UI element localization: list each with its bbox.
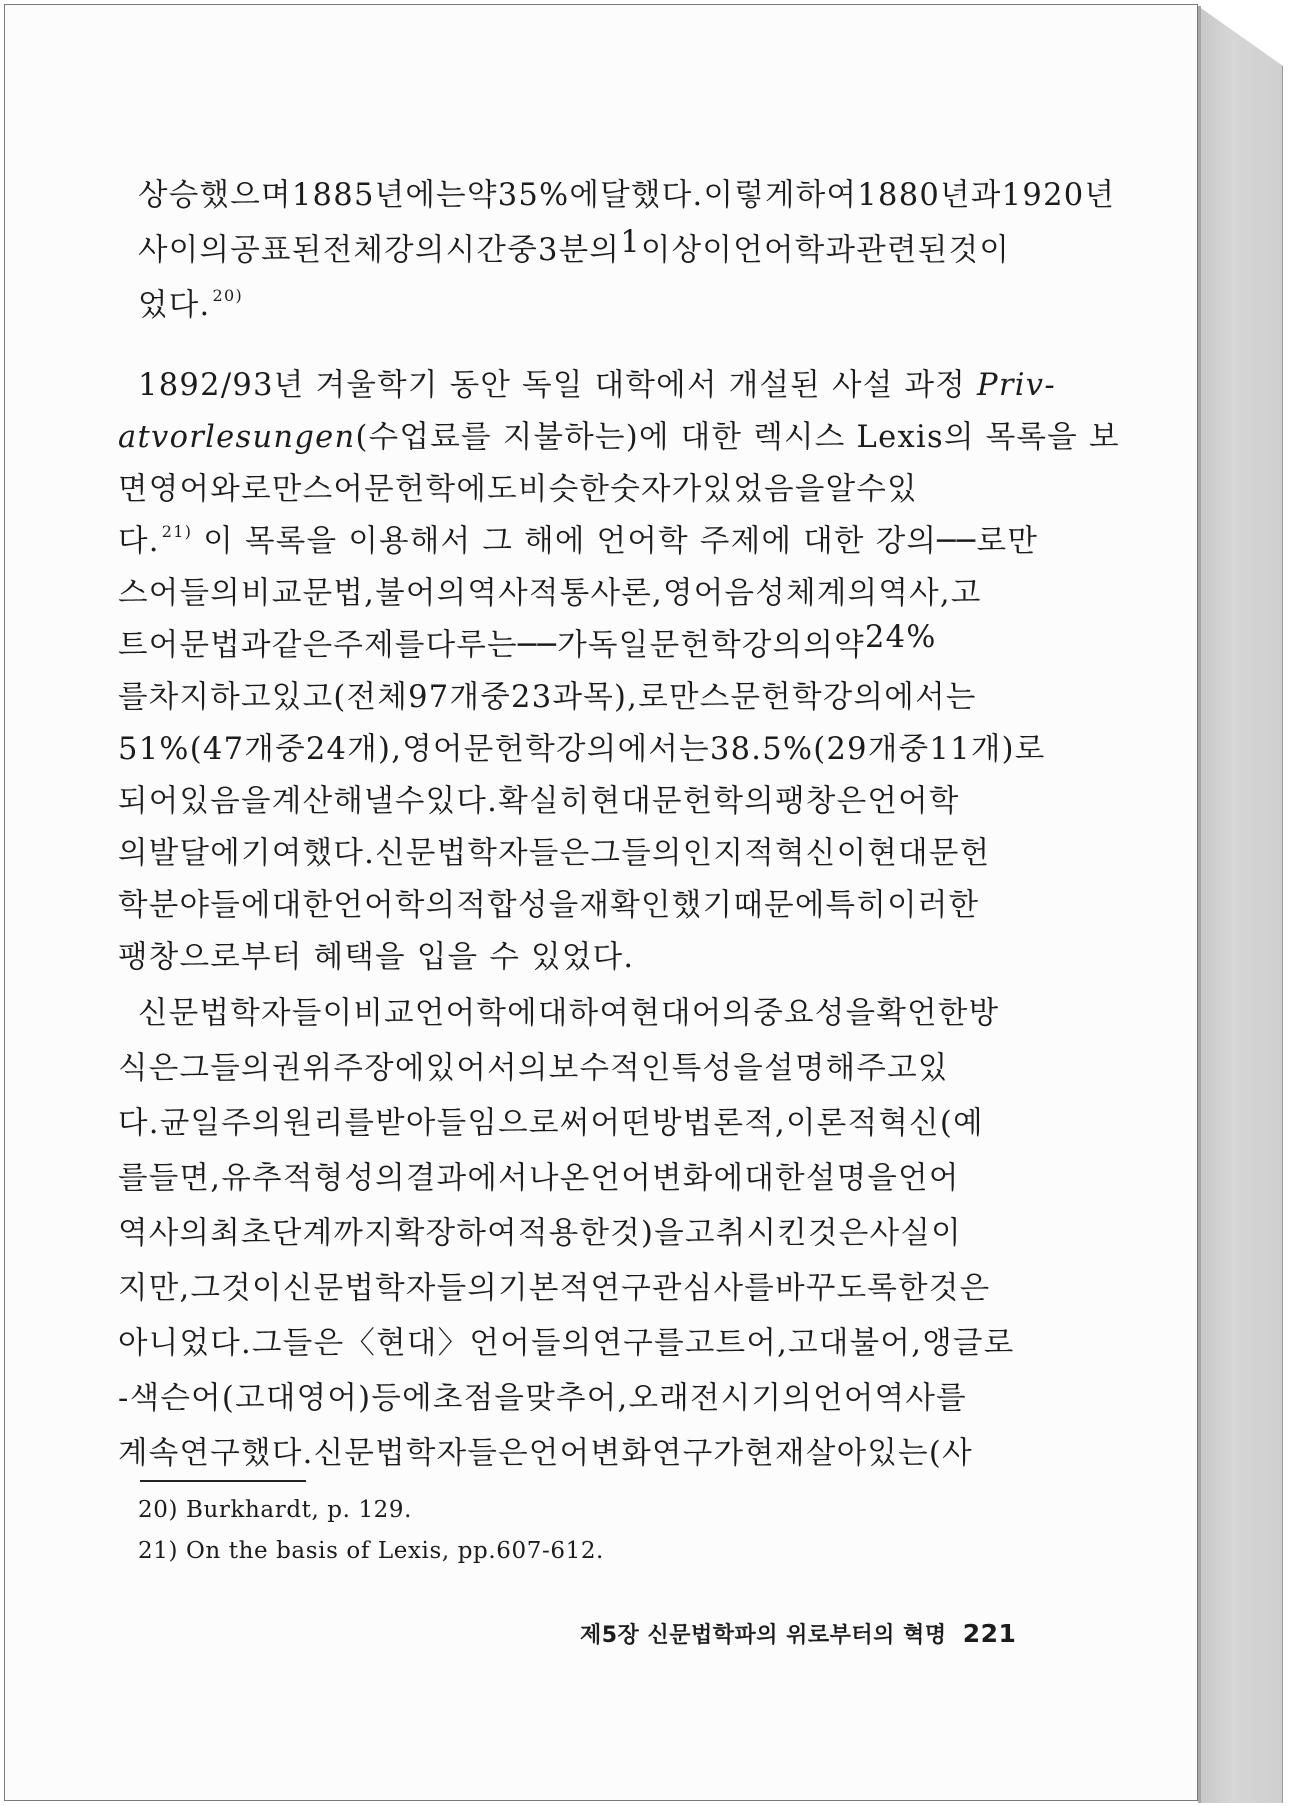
word: 24%: [864, 620, 937, 655]
word: 오래: [628, 1381, 691, 1416]
body-text: 었다.: [138, 288, 211, 323]
word: 어떤: [590, 1106, 652, 1141]
word: 역사의: [118, 1216, 211, 1251]
word: 언어: [590, 1161, 653, 1196]
word: 중: [507, 233, 538, 268]
word: 나온: [528, 1161, 591, 1196]
body-line: [118, 1153, 960, 1197]
word: 분야들에: [148, 888, 272, 923]
word: 면: [118, 472, 149, 507]
word: 초점을: [432, 1381, 526, 1416]
word: 전: [690, 1381, 721, 1416]
body-line: [118, 1428, 973, 1472]
word: 강의: [384, 233, 446, 268]
word: 현대문헌: [867, 836, 991, 871]
body-text: 1892/93년 겨울학기 동안 독일 대학에서 개설된 사설 과정: [138, 368, 967, 403]
word: 시간: [445, 233, 508, 268]
word: 를: [118, 680, 149, 715]
footnote-rule: [140, 1480, 306, 1482]
word: 독일: [588, 628, 650, 663]
word: 계속: [118, 1436, 180, 1471]
word: 있었음을: [702, 472, 826, 507]
word: 설명해: [764, 1051, 857, 1086]
body-text: (수업료를 지불하는)에 대한 렉시스 Lexis의 목록을 보: [355, 420, 1120, 455]
italic-term: Priv-: [977, 368, 1056, 403]
word: 사실이: [869, 1216, 962, 1251]
word: 24개),: [305, 732, 403, 767]
word: 체계의: [786, 576, 879, 611]
word: 아니었다.: [118, 1326, 253, 1361]
word: 주장에: [333, 1051, 426, 1086]
word: 영어: [663, 576, 725, 611]
body-line: [138, 280, 243, 324]
page-number: 221: [962, 1619, 1017, 1648]
page-edge-shadow: [1198, 6, 1201, 1803]
word: 앵글로: [922, 1326, 1015, 1361]
word: 대한: [271, 888, 334, 923]
word: 그것이: [190, 1271, 283, 1306]
word: 인지적: [682, 836, 776, 871]
word: 시기의: [720, 1381, 814, 1416]
word: 되어: [118, 784, 180, 819]
word: 살아: [805, 1436, 868, 1471]
word: 역사적: [467, 576, 560, 611]
word: 최초: [210, 1216, 272, 1251]
word: 차지하고: [148, 680, 272, 715]
word: 그들은: [252, 1326, 345, 1361]
word: 고: [950, 576, 982, 611]
word: 하여: [795, 178, 858, 213]
word: 〈현대〉: [344, 1326, 470, 1361]
word: 주제를: [333, 628, 426, 663]
word: 중: [898, 732, 930, 767]
word: 3분의: [537, 233, 621, 268]
word: 다루는──가: [425, 628, 589, 663]
word: 신문법학자들은: [313, 1436, 529, 1471]
word: 언어: [528, 1436, 591, 1471]
word: 약: [466, 178, 498, 213]
word: 있다.: [425, 784, 499, 819]
word: 비교문법,: [241, 576, 376, 611]
word: 기본적: [498, 1271, 591, 1306]
word: 비슷한: [517, 472, 611, 507]
footnote-ref-20[interactable]: 20): [212, 286, 244, 305]
word: 것은: [808, 1216, 870, 1251]
word: 달했다.: [600, 178, 704, 213]
word: 있: [887, 472, 918, 507]
word: 등에: [371, 1381, 433, 1416]
word: 것이: [948, 233, 1011, 268]
word: 관련된: [856, 233, 949, 268]
word: 낼: [364, 784, 395, 819]
body-line: [118, 1043, 949, 1087]
word: 적용한: [517, 1216, 611, 1251]
body-line: [138, 988, 1000, 1032]
word: 로만스어: [241, 472, 365, 507]
word: 확장하여: [394, 1216, 518, 1251]
word: 이론적: [786, 1106, 879, 1141]
word: 수: [856, 472, 888, 507]
body-line: [118, 464, 918, 508]
body-line: [118, 1318, 1015, 1362]
word: 바꾸도록: [775, 1271, 899, 1306]
italic-term: atvorlesungen: [118, 420, 356, 455]
body-line: [118, 1263, 991, 1307]
word: 강의에서는: [556, 732, 710, 767]
word: 것)을: [610, 1216, 685, 1251]
word: 대한: [744, 1161, 806, 1196]
word: 언어: [898, 1161, 960, 1196]
body-line: [118, 620, 937, 664]
word: 1: [620, 225, 641, 260]
word: 언어들의: [469, 1326, 593, 1361]
word: 불어의: [375, 576, 468, 611]
chapter-title: 제5장 신문법학파의 위로부터의 혁명: [580, 1623, 947, 1648]
word: 지만,: [118, 1271, 191, 1306]
word: 균일주의: [159, 1106, 283, 1141]
word: 권위: [271, 1051, 334, 1086]
word: 역사를: [874, 1381, 967, 1416]
word: 식은: [118, 1051, 180, 1086]
word: 숫자가: [610, 472, 703, 507]
body-line: [118, 412, 1120, 456]
word: 사이의: [138, 233, 231, 268]
word: 방법론적,: [652, 1106, 787, 1141]
word: 영어와: [148, 472, 242, 507]
word: 로만스: [638, 680, 731, 715]
word: 11개)로: [929, 732, 1046, 767]
word: 연구: [590, 1271, 652, 1306]
word: 통사론,: [559, 576, 663, 611]
word: 35%에: [497, 178, 601, 213]
word: 연구를: [592, 1326, 685, 1361]
word: 기여했다.: [241, 836, 376, 871]
word: 있는(사: [867, 1436, 973, 1471]
word: 트어: [118, 628, 180, 663]
word: 단계까지: [271, 1216, 395, 1251]
body-line: [118, 828, 991, 872]
word: 음성: [724, 576, 787, 611]
word: 강의의: [741, 628, 835, 663]
body-line: [138, 225, 1011, 269]
word: 혁신이: [775, 836, 868, 871]
word: 한: [898, 1271, 929, 1306]
footnote-21: 21) On the basis of Lexis, pp.607-612.: [138, 1538, 604, 1564]
book-page-edge: [1198, 6, 1283, 1803]
word: 변화에: [652, 1161, 745, 1196]
word: 결과에서: [405, 1161, 529, 1196]
word: 팽창은: [775, 784, 868, 819]
body-line: [118, 724, 1046, 768]
word: 고대: [788, 1326, 850, 1361]
word: 중: [275, 732, 306, 767]
word: 공표된: [230, 233, 323, 268]
word: 방: [968, 996, 1000, 1031]
word: 들면,: [148, 1161, 222, 1196]
word: 스어들의: [118, 576, 242, 611]
word: 수: [394, 784, 426, 819]
body-line: [138, 170, 1116, 214]
word: 있고(전체: [271, 680, 409, 715]
word: 설명을: [805, 1161, 899, 1196]
footnote-ref-21[interactable]: 21): [161, 522, 193, 541]
word: 재확인했기: [579, 888, 734, 923]
running-footer: [580, 1618, 1016, 1649]
body-line: 팽창으로부터 혜택을 입을 수 있었다.: [118, 940, 635, 975]
word: 문헌학: [649, 628, 742, 663]
word: 연구가: [651, 1436, 745, 1471]
word: 1880년과: [857, 178, 1002, 213]
word: 현대어의: [630, 996, 754, 1031]
word: 문헌학: [463, 732, 557, 767]
word: 원리를: [282, 1106, 376, 1141]
word: 대하여: [537, 996, 631, 1031]
word: 영어): [296, 1381, 372, 1416]
word: 알: [825, 472, 857, 507]
word: 강의에서는: [822, 680, 977, 715]
word: 이렇게: [703, 178, 796, 213]
body-line: [138, 360, 1056, 404]
word: 언어학과: [733, 233, 857, 268]
word: 특성을: [671, 1051, 765, 1086]
body-text: 이 목록을 이용해서 그 해에 언어학 주제에 대한 강의──로만: [203, 524, 1039, 559]
word: 고트어,: [684, 1326, 789, 1361]
word: 상승했으며: [138, 178, 292, 213]
word: 것은: [928, 1271, 991, 1306]
word: 1885년에는: [291, 178, 467, 213]
word: 주고: [856, 1051, 918, 1086]
word: 문헌학에도: [364, 472, 518, 507]
word: 때문에: [733, 888, 826, 923]
word: 이러한: [887, 888, 980, 923]
word: 그들의: [179, 1051, 272, 1086]
word: 신문법학자들이: [138, 996, 354, 1031]
body-line: [118, 776, 960, 820]
word: 의: [118, 836, 149, 871]
word: 학: [118, 888, 149, 923]
word: 1920년: [1001, 178, 1116, 213]
word: 38.5%(29개: [709, 732, 899, 767]
word: 23과목),: [511, 680, 639, 715]
word: 확언한: [876, 996, 969, 1031]
word: -색슨어(고대: [118, 1381, 297, 1416]
word: 고취시킨: [684, 1216, 809, 1251]
word: 있음을: [179, 784, 272, 819]
body-line: [118, 1098, 984, 1142]
word: 51%(47개: [118, 732, 276, 767]
word: 이상이: [640, 233, 734, 268]
word: 비교언어학에: [353, 996, 538, 1031]
body-line: [118, 1208, 962, 1252]
word: 특히: [825, 888, 888, 923]
word: 역사,: [878, 576, 951, 611]
word: 관심사를: [652, 1271, 776, 1306]
word: 현재: [744, 1436, 806, 1471]
word: 언어학: [867, 784, 960, 819]
word: 중요성을: [753, 996, 877, 1031]
word: 문법과: [179, 628, 272, 663]
word: 유추적: [221, 1161, 314, 1196]
word: 신문법학자들의: [282, 1271, 499, 1306]
body-line: [118, 516, 1039, 560]
word: 영어: [402, 732, 464, 767]
word: 혁신(예: [878, 1106, 984, 1141]
body-text: 다.: [118, 524, 160, 559]
body-line: [118, 568, 982, 612]
word: 그들의: [590, 836, 683, 871]
word: 계산해: [271, 784, 365, 819]
word: 적합성을: [456, 888, 580, 923]
word: 를: [118, 1161, 149, 1196]
word: 문헌학: [730, 680, 823, 715]
word: 보수적인: [548, 1051, 672, 1086]
word: 97개: [408, 680, 481, 715]
word: 연구했다.: [179, 1436, 314, 1471]
word: 약: [834, 628, 865, 663]
word: 있: [917, 1051, 949, 1086]
word: 맞추어,: [525, 1381, 629, 1416]
word: 받아들임으로써: [375, 1106, 591, 1141]
word: 언어학의: [333, 888, 457, 923]
word: 있어서의: [425, 1051, 549, 1086]
word: 형성의: [313, 1161, 406, 1196]
word: 다.: [118, 1106, 160, 1141]
body-line: [118, 672, 977, 716]
word: 발달에: [148, 836, 242, 871]
footnote-20: 20) Burkhardt, p. 129.: [138, 1497, 413, 1523]
word: 전체: [322, 233, 385, 268]
word: 중: [480, 680, 512, 715]
word: 불어,: [849, 1326, 923, 1361]
word: 같은: [271, 628, 334, 663]
word: 현대문헌학의: [590, 784, 776, 819]
word: 언어: [813, 1381, 875, 1416]
word: 변화: [590, 1436, 652, 1471]
word: 확실히: [498, 784, 591, 819]
word: 신문법학자들은: [375, 836, 591, 871]
body-line: [118, 880, 980, 924]
body-line: [118, 1373, 967, 1417]
